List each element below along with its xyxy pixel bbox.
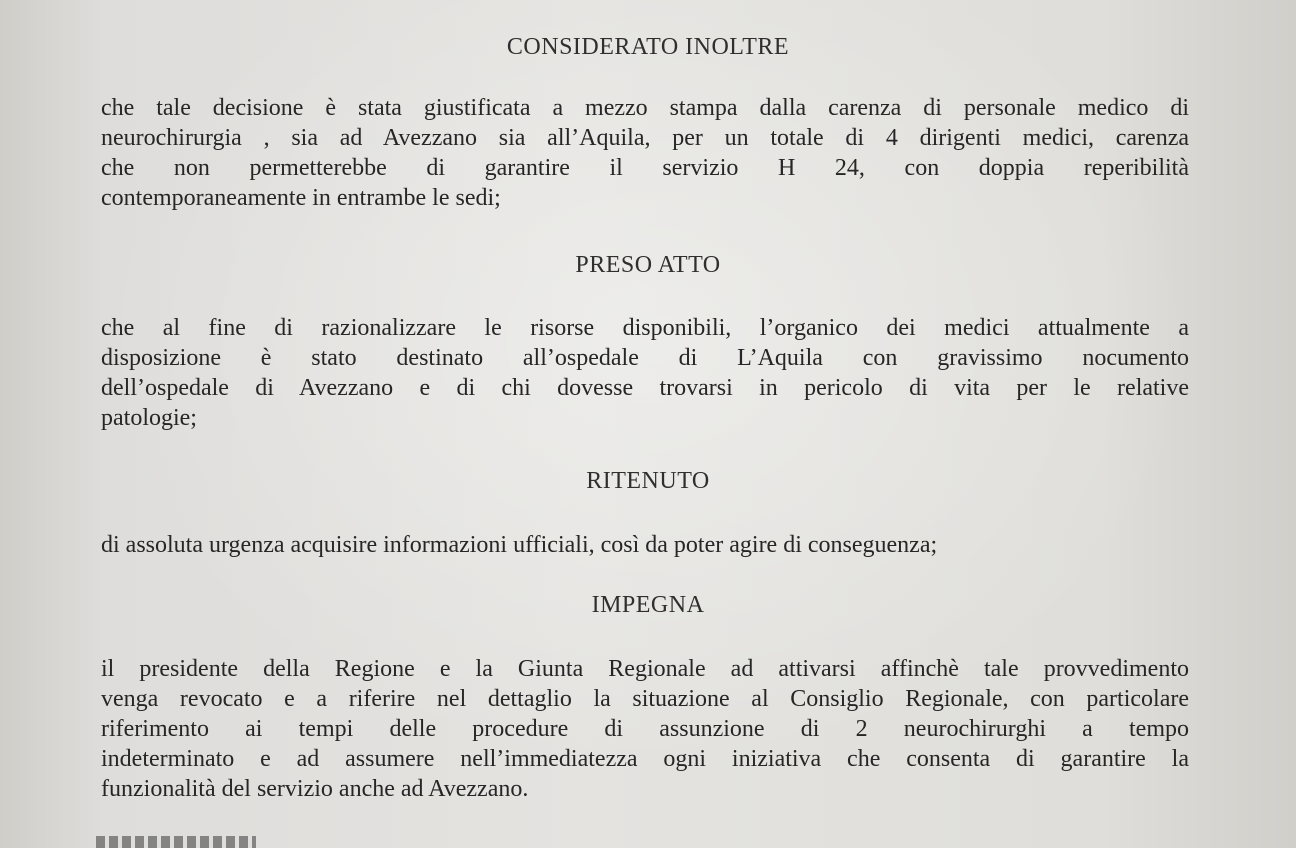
- text-line: venga revocato e a riferire nel dettaglio la situazione al Consiglio Regionale, con particolare: [101, 686, 1189, 712]
- text-line: patologie;: [101, 405, 197, 431]
- text-line: riferimento ai tempi delle procedure di assunzione di 2 neurochirurghi a tempo: [101, 716, 1189, 742]
- cropped-text-fragment: [96, 836, 256, 848]
- heading-preso-atto: PRESO ATTO: [575, 252, 721, 278]
- text-line: che tale decisione è stata giustificata a mezzo stampa dalla carenza di personale medico di: [101, 95, 1189, 121]
- text-line: funzionalità del servizio anche ad Avezzano.: [101, 776, 529, 802]
- text-line: contemporaneamente in entrambe le sedi;: [101, 185, 501, 211]
- text-line: il presidente della Regione e la Giunta Regionale ad attivarsi affinchè tale provvedimento: [101, 656, 1189, 682]
- text-line: neurochirurgia , sia ad Avezzano sia all’Aquila, per un totale di 4 dirigenti medici, carenza: [101, 125, 1189, 151]
- paragraph-preso-atto: [101, 313, 1189, 433]
- heading-ritenuto: RITENUTO: [586, 468, 710, 494]
- paragraph-impegna: [101, 654, 1189, 804]
- text-line: che al fine di razionalizzare le risorse disponibili, l’organico dei medici attualmente a: [101, 315, 1189, 341]
- heading-considerato-inoltre: CONSIDERATO INOLTRE: [506, 34, 790, 60]
- paragraph-considerato-inoltre: [101, 93, 1189, 213]
- text-line: dell’ospedale di Avezzano e di chi dovesse trovarsi in pericolo di vita per le relative: [101, 375, 1189, 401]
- text-line: che non permetterebbe di garantire il servizio H 24, con doppia reperibilità: [101, 155, 1189, 181]
- text-line: indeterminato e ad assumere nell’immediatezza ogni iniziativa che consenta di garantire la: [101, 746, 1189, 772]
- text-line: di assoluta urgenza acquisire informazioni ufficiali, così da poter agire di conseguenza;: [101, 532, 938, 558]
- text-line: disposizione è stato destinato all’ospedale di L’Aquila con gravissimo nocumento: [101, 345, 1189, 371]
- paragraph-ritenuto: [101, 530, 1189, 560]
- heading-impegna: IMPEGNA: [591, 592, 705, 618]
